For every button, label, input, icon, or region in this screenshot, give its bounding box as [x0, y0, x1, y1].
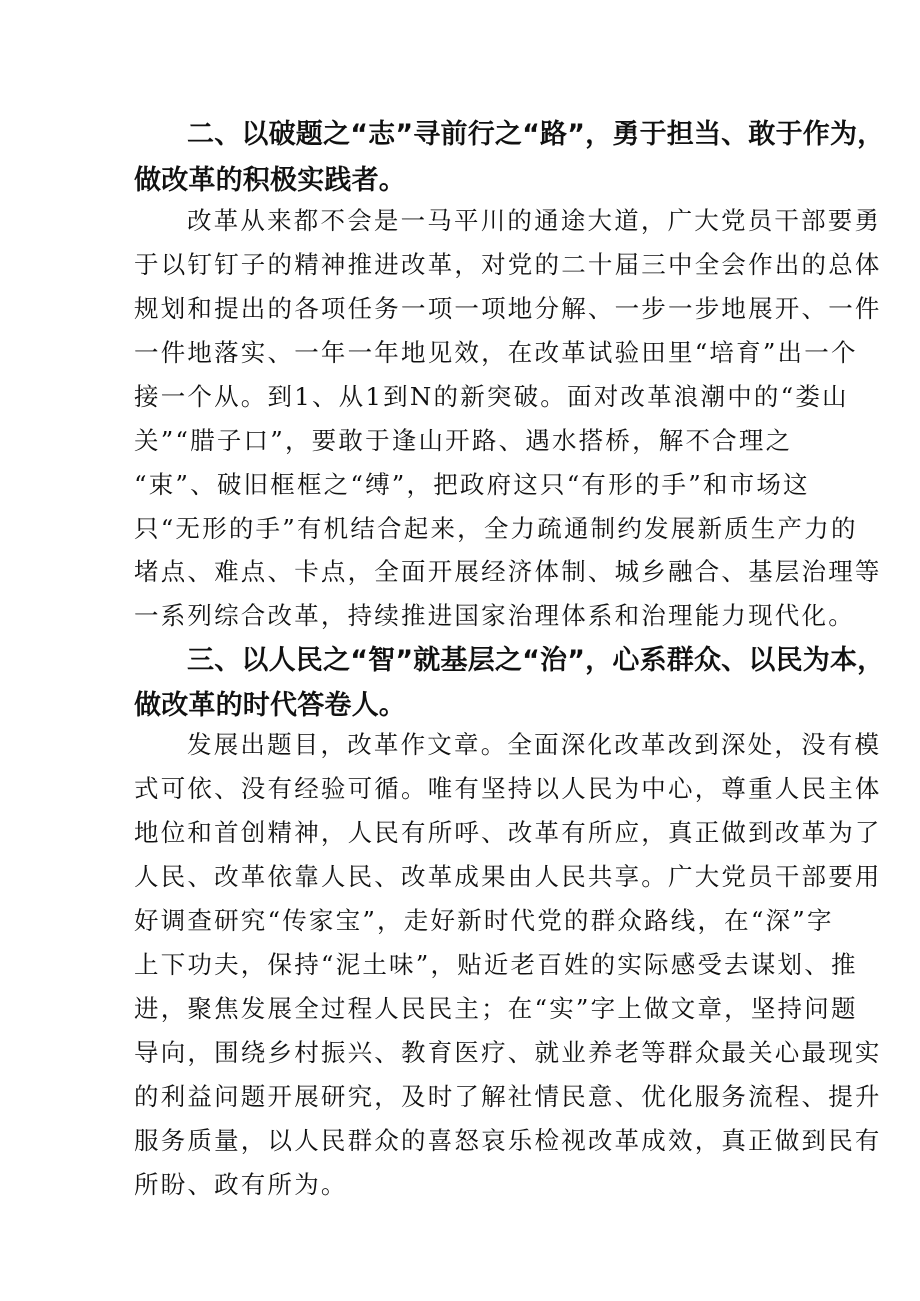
- section-3-paragraph-line-9: 的利益问题开展研究，及时了解社情民意、优化服务流程、提升: [134, 1082, 882, 1111]
- section-2-heading-line-2: 做改革的积极实践者。: [134, 165, 406, 196]
- section-3-paragraph-line-11: 所盼、政有所为。: [134, 1170, 348, 1199]
- section-3-paragraph-line-10: 服务质量，以人民群众的喜怒哀乐检视改革成效，真正做到民有: [134, 1126, 882, 1155]
- section-3-paragraph-line-4: 人民、改革依靠人民、改革成果由人民共享。广大党员干部要用: [134, 862, 882, 891]
- section-3-heading-line-1: 三、以人民之“智”就基层之“治”，心系群众、以民为本，: [187, 645, 885, 676]
- section-2-paragraph-line-8: 只“无形的手”有机结合起来，全力疏通制约发展新质生产力的: [134, 514, 858, 543]
- section-2-paragraph-line-10: 一系列综合改革，持续推进国家治理体系和治理能力现代化。: [134, 601, 855, 630]
- section-2-paragraph-line-3: 规划和提出的各项任务一项一项地分解、一步一步地展开、一件: [134, 294, 882, 323]
- section-3-paragraph-line-1: 发展出题目，改革作文章。全面深化改革改到深处，没有模: [187, 730, 882, 759]
- section-2-paragraph-line-5: 接一个从。到1、从1到N的新突破。面对改革浪潮中的“娄山: [134, 382, 849, 411]
- section-2-paragraph-line-2: 于以钉钉子的精神推进改革，对党的二十届三中全会作出的总体: [134, 250, 882, 279]
- section-2-paragraph-line-1: 改革从来都不会是一马平川的通途大道，广大党员干部要勇: [187, 206, 882, 235]
- section-3-paragraph-line-5: 好调查研究“传家宝”，走好新时代党的群众路线，在“深”字: [134, 906, 834, 935]
- section-3-paragraph-line-2: 式可依、没有经验可循。唯有坚持以人民为中心，尊重人民主体: [134, 774, 882, 803]
- section-3-paragraph-line-8: 导向，围绕乡村振兴、教育医疗、就业养老等群众最关心最现实: [134, 1038, 882, 1067]
- section-3-paragraph-line-7: 进，聚焦发展全过程人民民主；在“实”字上做文章，坚持问题: [134, 994, 858, 1023]
- section-2-heading-line-1: 二、以破题之“志”寻前行之“路”，勇于担当、敢于作为，: [187, 119, 885, 150]
- section-3-paragraph-line-6: 上下功夫，保持“泥土味”，贴近老百姓的实际感受去谋划、推: [134, 950, 858, 979]
- section-2-paragraph-line-9: 堵点、难点、卡点，全面开展经济体制、城乡融合、基层治理等: [134, 557, 882, 586]
- section-3-paragraph-line-3: 地位和首创精神，人民有所呼、改革有所应，真正做到改革为了: [134, 818, 882, 847]
- section-2-paragraph-line-7: “束”、破旧框框之“缚”，把政府这只“有形的手”和市场这: [134, 470, 810, 499]
- section-2-paragraph-line-6: 关”“腊子口”，要敢于逢山开路、遇水搭桥，解不合理之: [134, 426, 793, 455]
- section-3-heading-line-2: 做改革的时代答卷人。: [134, 690, 406, 721]
- section-2-paragraph-line-4: 一件地落实、一年一年地见效，在改革试验田里“培育”出一个: [134, 338, 858, 367]
